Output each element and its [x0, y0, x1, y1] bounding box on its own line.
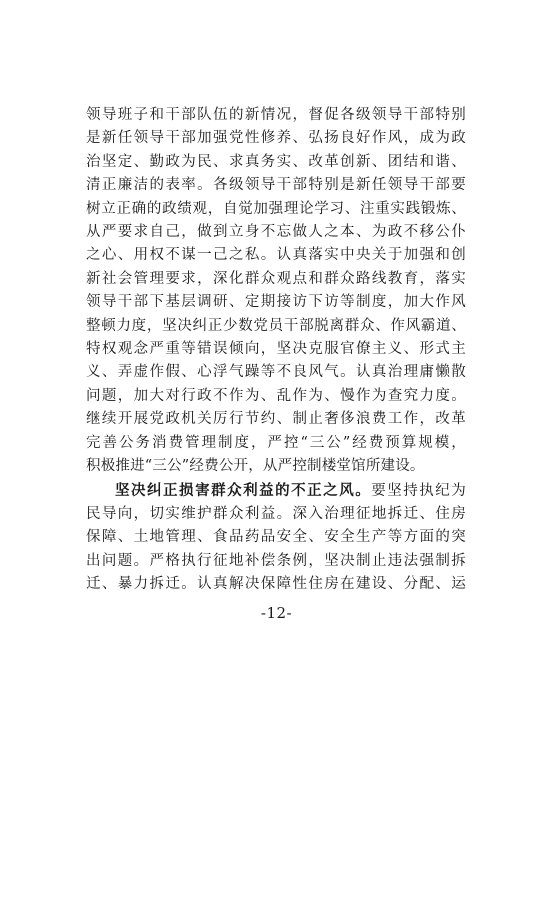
text-line: 树立正确的政绩观，自觉加强理论学习、注重实践锻炼、 [86, 200, 466, 217]
text-line: 积极推进“三公”经费公开，从严控制楼堂馆所建设。 [86, 458, 425, 475]
text-line: 是新任领导干部加强党性修养、弘扬良好作风，成为政 [86, 130, 466, 147]
body-text [86, 104, 466, 597]
text-line: 特权观念严重等错误倾向，坚决克服官僚主义、形式主 [86, 341, 466, 358]
text-line: 之心、用权不谋一己之私。认真落实中央关于加强和创 [86, 247, 466, 264]
text-line: 民导向，切实维护群众利益。深入治理征地拆迁、住房 [86, 505, 466, 522]
text-line: 领导干部下基层调研、定期接访下访等制度，加大作风 [86, 294, 466, 311]
text-line: 迁、暴力拆迁。认真解决保障性住房在建设、分配、运 [86, 576, 466, 593]
paragraph-first-line [86, 479, 466, 503]
text-line: 治坚定、勤政为民、求真务实、改革创新、团结和谐、 [86, 153, 466, 170]
paragraph-heading: 坚决纠正损害群众利益的不正之风。 [115, 481, 372, 499]
text-run: 要坚持执纪为 [371, 482, 467, 499]
text-line: 整顿力度，坚决纠正少数党员干部脱离群众、作风霸道、 [86, 317, 466, 334]
page-number: -12- [260, 604, 293, 622]
text-line: 完善公务消费管理制度，严控“三公”经费预算规模， [86, 434, 466, 451]
text-line: 出问题。严格执行征地补偿条例，坚决制止违法强制拆 [86, 552, 466, 569]
text-line: 问题，加大对行政不作为、乱作为、慢作为查究力度。 [86, 387, 466, 404]
text-line: 继续开展党政机关厉行节约、制止奢侈浪费工作，改革 [86, 411, 466, 428]
text-line: 领导班子和干部队伍的新情况，督促各级领导干部特别 [86, 107, 466, 123]
text-line: 保障、土地管理、食品药品安全、安全生产等方面的突 [86, 529, 466, 546]
text-line: 从严要求自己，做到立身不忘做人之本、为政不移公仆 [86, 224, 466, 241]
text-line: 义、弄虚作假、心浮气躁等不良风气。认真治理庸懒散 [86, 364, 466, 381]
text-line: 清正廉洁的表率。各级领导干部特别是新任领导干部要 [86, 177, 466, 194]
text-line: 新社会管理要求，深化群众观点和群众路线教育，落实 [86, 270, 466, 287]
